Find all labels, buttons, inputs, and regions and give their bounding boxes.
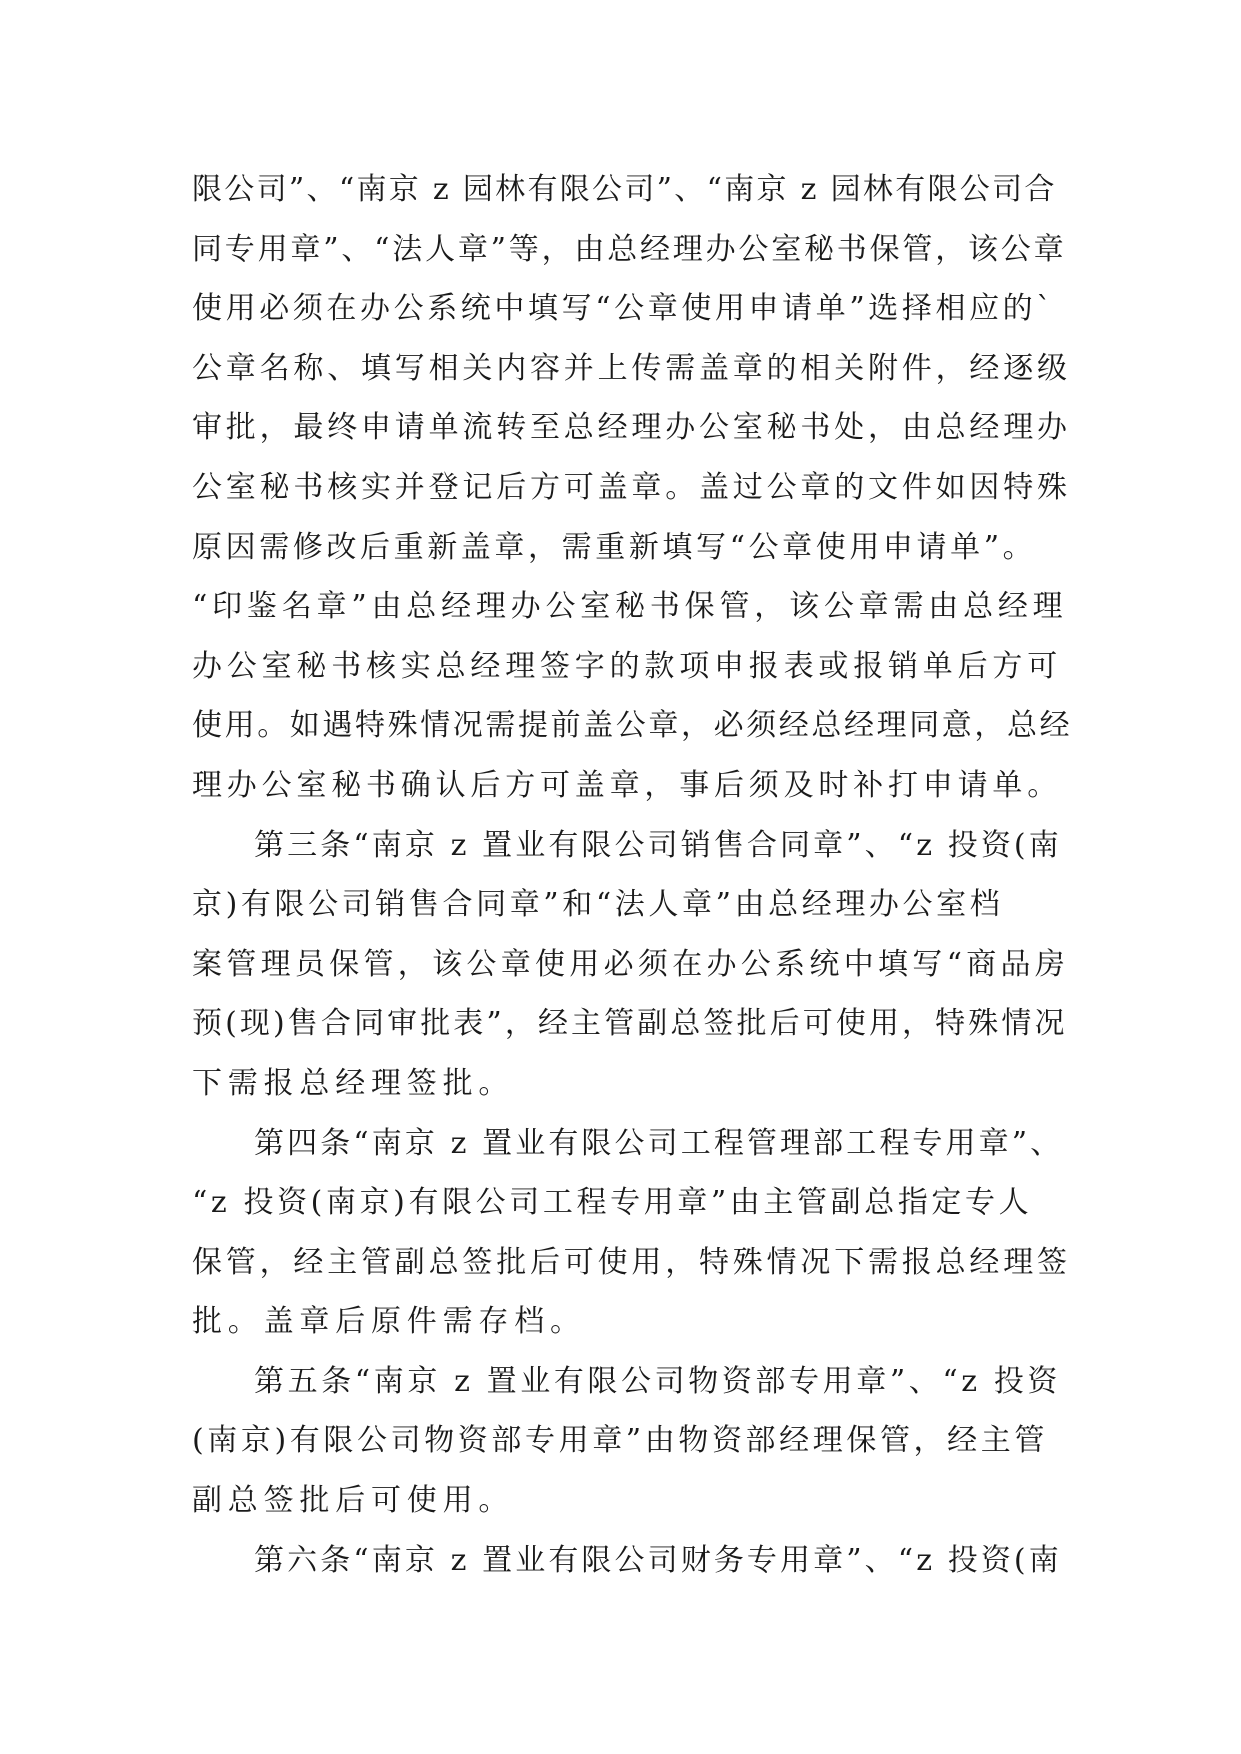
text-line: 理办公室秘书确认后方可盖章，事后须及时补打申请单。 [192, 767, 1062, 803]
text-line: 原因需修改后重新盖章，需重新填写“公章使用申请单”。 [192, 529, 1037, 565]
text-line: 公室秘书核实并登记后方可盖章。盖过公章的文件如因特殊 [192, 469, 1071, 505]
text-line: 预(现)售合同审批表”，经主管副总签批后可使用，特殊情况 [192, 1006, 1068, 1042]
text-line: 使用必须在办公系统中填写“公章使用申请单”选择相应的` [192, 291, 1055, 327]
text-line: 办公室秘书核实总经理签字的款项申报表或报销单后方可 [192, 648, 1062, 684]
document-body [192, 160, 1072, 1590]
text-line: 同专用章”、“法人章”等，由总经理办公室秘书保管，该公章 [192, 231, 1067, 267]
text-line: “z 投资(南京)有限公司工程专用章”由主管副总指定专人 [192, 1185, 1033, 1221]
text-line: 使用。如遇特殊情况需提前盖公章，必须经总经理同意，总经 [192, 708, 1073, 744]
article-3-heading-line: 第三条“南京 z 置业有限公司销售合同章”、“z 投资(南 [254, 827, 1062, 863]
text-line: 限公司”、“南京 z 园林有限公司”、“南京 z 园林有限公司合 [192, 172, 1057, 207]
text-line: 案管理员保管，该公章使用必须在办公系统中填写“商品房 [192, 946, 1070, 982]
article-6-heading-line: 第六条“南京 z 置业有限公司财务专用章”、“z 投资(南 [254, 1542, 1062, 1578]
text-line: 批。盖章后原件需存档。 [192, 1304, 586, 1340]
text-line: “印鉴名章”由总经理办公室秘书保管，该公章需由总经理 [192, 589, 1068, 625]
text-line: 京)有限公司销售合同章”和“法人章”由总经理办公室档 [192, 887, 1004, 923]
text-line: 审批，最终申请单流转至总经理办公室秘书处，由总经理办 [192, 410, 1071, 446]
article-5-heading-line: 第五条“南京 z 置业有限公司物资部专用章”、“z 投资 [254, 1363, 1062, 1399]
text-line: (南京)有限公司物资部专用章”由物资部经理保管，经主管 [192, 1423, 1048, 1459]
text-line: 下需报总经理签批。 [192, 1065, 515, 1101]
text-line: 副总签批后可使用。 [192, 1483, 515, 1519]
article-4-heading-line: 第四条“南京 z 置业有限公司工程管理部工程专用章”、 [254, 1125, 1064, 1161]
text-line: 保管，经主管副总签批后可使用，特殊情况下需报总经理签 [192, 1244, 1071, 1280]
text-line: 公章名称、填写相关内容并上传需盖章的相关附件，经逐级 [192, 350, 1071, 386]
